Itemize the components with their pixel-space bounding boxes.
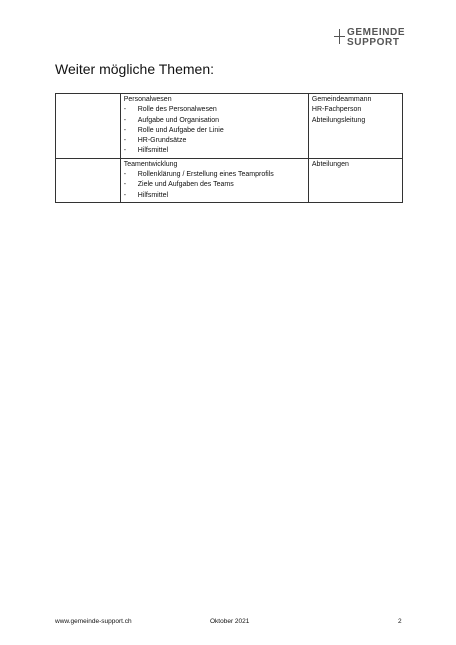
page-heading: Weiter mögliche Themen: — [55, 61, 214, 77]
gemeinde-support-logo — [335, 27, 410, 49]
footer-page-number: 2 — [398, 618, 402, 625]
bullet-dash: - — [123, 191, 127, 199]
responsible-entry: HR-Fachperson — [311, 106, 362, 114]
list-item: - Hilfsmittel — [124, 191, 305, 201]
responsible-entry: Gemeindeammann — [311, 96, 372, 103]
topic-item-list — [124, 105, 305, 156]
topic-item-list — [124, 170, 305, 201]
logo-cross-icon-bar — [334, 36, 345, 37]
empty-cell — [56, 94, 121, 159]
responsible-cell — [308, 158, 402, 202]
list-item: - Ziele und Aufgaben des Teams — [124, 180, 305, 190]
table-row — [56, 94, 403, 159]
logo-text-line2: SUPPORT — [347, 37, 400, 48]
responsible-entry: Abteilungsleitung — [311, 116, 366, 124]
bullet-dash: - — [123, 106, 127, 114]
topic-title: Personalwesen — [123, 96, 172, 103]
list-item: - Aufgabe und Organisation — [124, 116, 305, 126]
bullet-dash: - — [123, 181, 127, 189]
topic-title: Teamentwicklung — [123, 160, 178, 168]
bullet-dash: - — [123, 137, 127, 145]
empty-cell — [56, 158, 121, 202]
bullet-dash: - — [123, 126, 127, 134]
footer-website: www.gemeinde-support.ch — [55, 618, 132, 625]
bullet-dash: - — [123, 116, 127, 124]
bullet-dash: - — [123, 171, 127, 179]
topic-cell — [120, 158, 308, 202]
table-row — [56, 158, 403, 202]
list-item: - Rolle des Personalwesen — [124, 105, 305, 115]
responsible-cell — [308, 94, 402, 159]
list-item: - Rolle und Aufgabe der Linie — [124, 126, 305, 136]
footer-date: Oktober 2021 — [210, 618, 250, 625]
topic-cell — [120, 94, 308, 159]
topics-table — [55, 93, 403, 203]
responsible-entry: Abteilungen — [311, 160, 349, 168]
list-item: - Hilfsmittel — [124, 146, 305, 156]
logo-text-line1: GEMEINDE — [347, 27, 406, 38]
list-item: - Rollenklärung / Erstellung eines Teamprofils — [124, 170, 305, 180]
list-item: - HR-Grundsätze — [124, 136, 305, 146]
bullet-dash: - — [123, 147, 127, 155]
